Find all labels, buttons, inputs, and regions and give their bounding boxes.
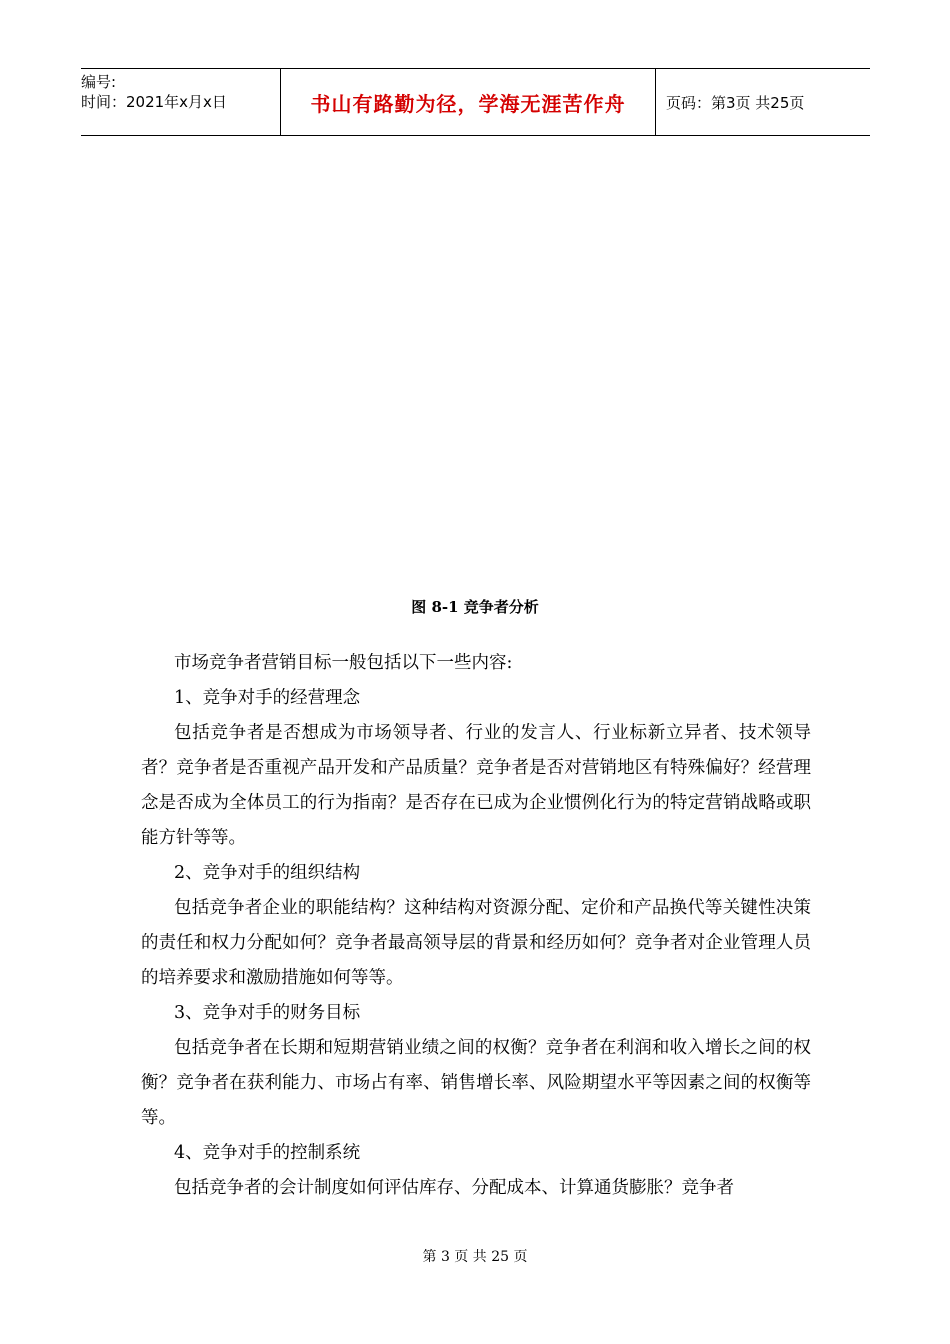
page-header [81, 68, 870, 136]
header-page-cell [656, 69, 870, 135]
date-label: 时间：2021年x月x日 [81, 93, 227, 111]
section-heading-1: 1、竞争对手的经营理念 [174, 688, 361, 708]
section-heading-3: 3、竞争对手的财务目标 [174, 1003, 361, 1023]
body-text [141, 646, 811, 1206]
header-motto: 书山有路勤为径，学海无涯苦作舟 [310, 91, 626, 116]
figure-caption: 图 8-1 竞争者分析 [411, 598, 539, 616]
section-paragraph-1: 包括竞争者是否想成为市场领导者、行业的发言人、行业标新立异者、技术领导者？竞争者是否重视产品开发和产品质量？竞争者是否对营销地区有特殊偏好？经营理念是否成为全体员工的行为指南？是否存在已成为企业惯例化行为的特定营销战略或职能方针等等。 [141, 723, 811, 848]
header-motto-cell [281, 69, 656, 135]
section-paragraph-4: 包括竞争者的会计制度如何评估库存、分配成本、计算通货膨胀？竞争者 [174, 1178, 734, 1198]
page-footer: 第 3 页 共 25 页 [422, 1249, 528, 1265]
section-paragraph-3: 包括竞争者在长期和短期营销业绩之间的权衡？竞争者在利润和收入增长之间的权衡？竞争者在获利能力、市场占有率、销售增长率、风险期望水平等因素之间的权衡等等。 [141, 1038, 811, 1128]
section-paragraph-2: 包括竞争者企业的职能结构？这种结构对资源分配、定价和产品换代等关键性决策的责任和权力分配如何？竞争者最高领导层的背景和经历如何？竞争者对企业管理人员的培养要求和激励措施如何等等。 [141, 898, 811, 988]
serial-number-label: 编号: [81, 73, 117, 91]
header-page-number: 页码：第3页 共25页 [666, 93, 805, 112]
header-meta [81, 69, 281, 135]
intro-paragraph: 市场竞争者营销目标一般包括以下一些内容: [174, 653, 513, 673]
section-heading-4: 4、竞争对手的控制系统 [174, 1143, 361, 1163]
section-heading-2: 2、竞争对手的组织结构 [174, 863, 361, 883]
